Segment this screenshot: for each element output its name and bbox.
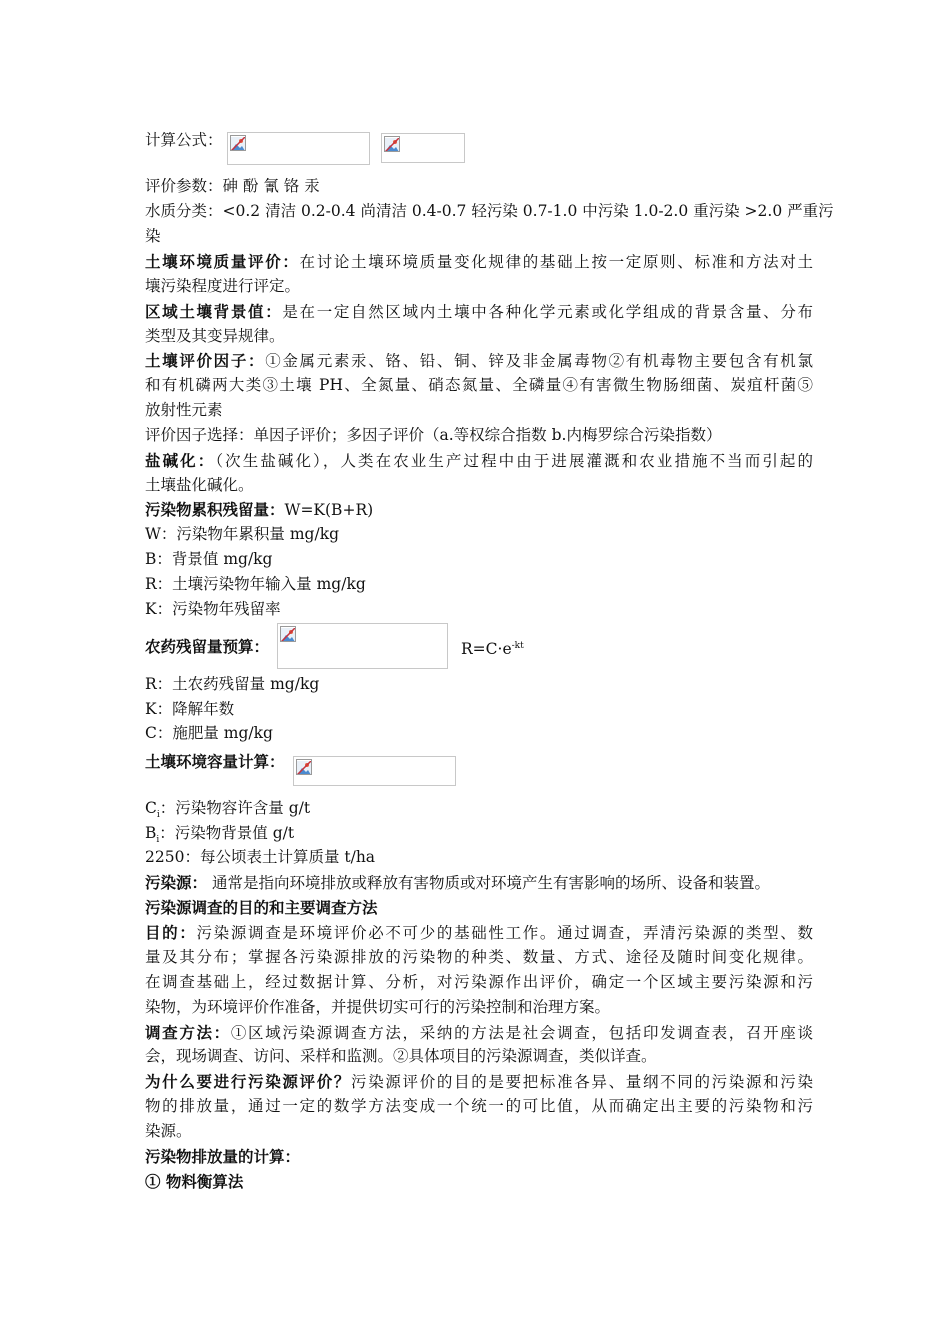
formula-image-2: [381, 133, 465, 163]
factors-line1: 土壤评价因子：①金属元素汞、铬、铅、铜、锌及非金属毒物②有机毒物主要包含有机氯: [145, 351, 813, 370]
capacity-ci: $C_i$：污染物容许含量 g/t: [145, 799, 311, 821]
emission-method1: ① 物料衡算法: [145, 1172, 244, 1191]
residual-formula: W=K(B+R): [284, 501, 374, 519]
water-params: 评价参数：砷 酚 氰 铬 汞: [145, 177, 320, 195]
water-class-line1: 水质分类：<0.2 清洁 0.2-0.4 尚清洁 0.4-0.7 轻污染 0.7-1.0 中污染 1.0-2.0 重污染 >2.0 严重污: [145, 202, 834, 220]
purpose-term: 目的：: [145, 923, 197, 942]
formula-label: 计算公式：: [145, 131, 223, 149]
capacity-mass: 2250：每公顷表土计算质量 t/ha: [145, 848, 376, 866]
background-line1: 区域土壤背景值：是在一定自然区域内土壤中各种化学元素或化学组成的背景含量、分布: [145, 302, 813, 321]
purpose-line4: 染物，为环境评价作准备，并提供切实可行的污染控制和治理方案。: [145, 998, 611, 1016]
pesticide-c: C：施肥量 mg/kg: [145, 724, 273, 742]
survey-heading: 污染源调查的目的和主要调查方法: [145, 898, 378, 917]
background-term: 区域土壤背景值：: [145, 302, 283, 321]
soil-quality-line1: 土壤环境质量评价：在讨论土壤环境质量变化规律的基础上按一定原则、标准和方法对土: [145, 252, 813, 271]
factors-line3: 放射性元素: [145, 401, 223, 419]
formula-image-1: [227, 132, 370, 165]
capacity-term: 土壤环境容量计算：: [145, 752, 285, 771]
background-line2: 类型及其变异规律。: [145, 327, 285, 345]
pesticide-k: K：降解年数: [145, 700, 235, 718]
why-line2: 物的排放量，通过一定的数学方法变成一个统一的可比值，从而确定出主要的污染物和污: [145, 1097, 813, 1115]
salinization-line1: 盐碱化：（次生盐碱化），人类在农业生产过程中由于进展灌溉和农业措施不当而引起的: [145, 451, 813, 470]
method-term: 调查方法：: [145, 1023, 231, 1042]
capacity-bi: $B_i$：污染物背景值 g/t: [145, 824, 295, 846]
factors-term: 土壤评价因子：: [145, 351, 266, 370]
salinization-term: 盐碱化：: [145, 451, 216, 470]
broken-image-icon: [280, 626, 296, 642]
salinization-line2: 土壤盐化碱化。: [145, 476, 254, 494]
purpose-line3: 在调查基础上，经过数据计算、分析，对污染源作出评价，确定一个区域主要污染源和污: [145, 973, 813, 991]
source-definition-line: 污染源： 通常是指向环境排放或释放有害物质或对环境产生有害影响的场所、设备和装置。: [145, 873, 770, 892]
pesticide-r: R：土农药残留量 mg/kg: [145, 675, 320, 693]
purpose-line1: 目的：污染源调查是环境评价必不可少的基础性工作。通过调查，弄清污染源的类型、数: [145, 923, 813, 942]
method-line2: 会，现场调查、访问、采样和监测。②具体项目的污染源调查，类似详查。: [145, 1047, 657, 1065]
water-class-line2: 染: [145, 227, 161, 245]
why-line3: 染源。: [145, 1122, 192, 1140]
why-line1: 为什么要进行污染源评价？污染源评价的目的是要把标准各异、量纲不同的污染源和污染: [145, 1072, 813, 1091]
method-line1: 调查方法：①区域污染源调查方法，采纳的方法是社会调查，包括印发调查表，召开座谈: [145, 1023, 813, 1042]
residual-r: R：土壤污染物年输入量 mg/kg: [145, 575, 366, 593]
emission-heading: 污染物排放量的计算：: [145, 1147, 301, 1166]
soil-quality-line2: 壤污染程度进行评定。: [145, 277, 301, 295]
why-term: 为什么要进行污染源评价？: [145, 1072, 352, 1091]
source-term: 污染源：: [145, 873, 208, 892]
pesticide-term: 农药残留量预算：: [145, 637, 270, 656]
pesticide-formula: $R=C\cdot e^{-kt}$: [461, 640, 524, 659]
residual-k: K：污染物年残留率: [145, 600, 281, 618]
factors-line2: 和有机磷两大类③土壤 PH、全氮量、硝态氮量、全磷量④有害微生物肠细菌、炭疽杆菌⑤: [145, 376, 813, 394]
soil-quality-term: 土壤环境质量评价：: [145, 252, 300, 271]
capacity-formula-image: [293, 756, 456, 786]
residual-term: 污染物累积残留量：: [145, 500, 285, 519]
broken-image-icon: [384, 136, 400, 152]
residual-w: W：污染物年累积量 mg/kg: [145, 525, 340, 543]
broken-image-icon: [296, 759, 312, 775]
residual-b: B：背景值 mg/kg: [145, 550, 273, 568]
factors-selection: 评价因子选择：单因子评价；多因子评价（a.等权综合指数 b.内梅罗综合污染指数）: [145, 426, 722, 444]
pesticide-formula-image: [277, 623, 448, 669]
residual-formula-line: [145, 497, 813, 523]
purpose-line2: 量及其分布；掌握各污染源排放的污染物的种类、数量、方式、途径及随时间变化规律。: [145, 948, 813, 966]
broken-image-icon: [230, 135, 246, 151]
